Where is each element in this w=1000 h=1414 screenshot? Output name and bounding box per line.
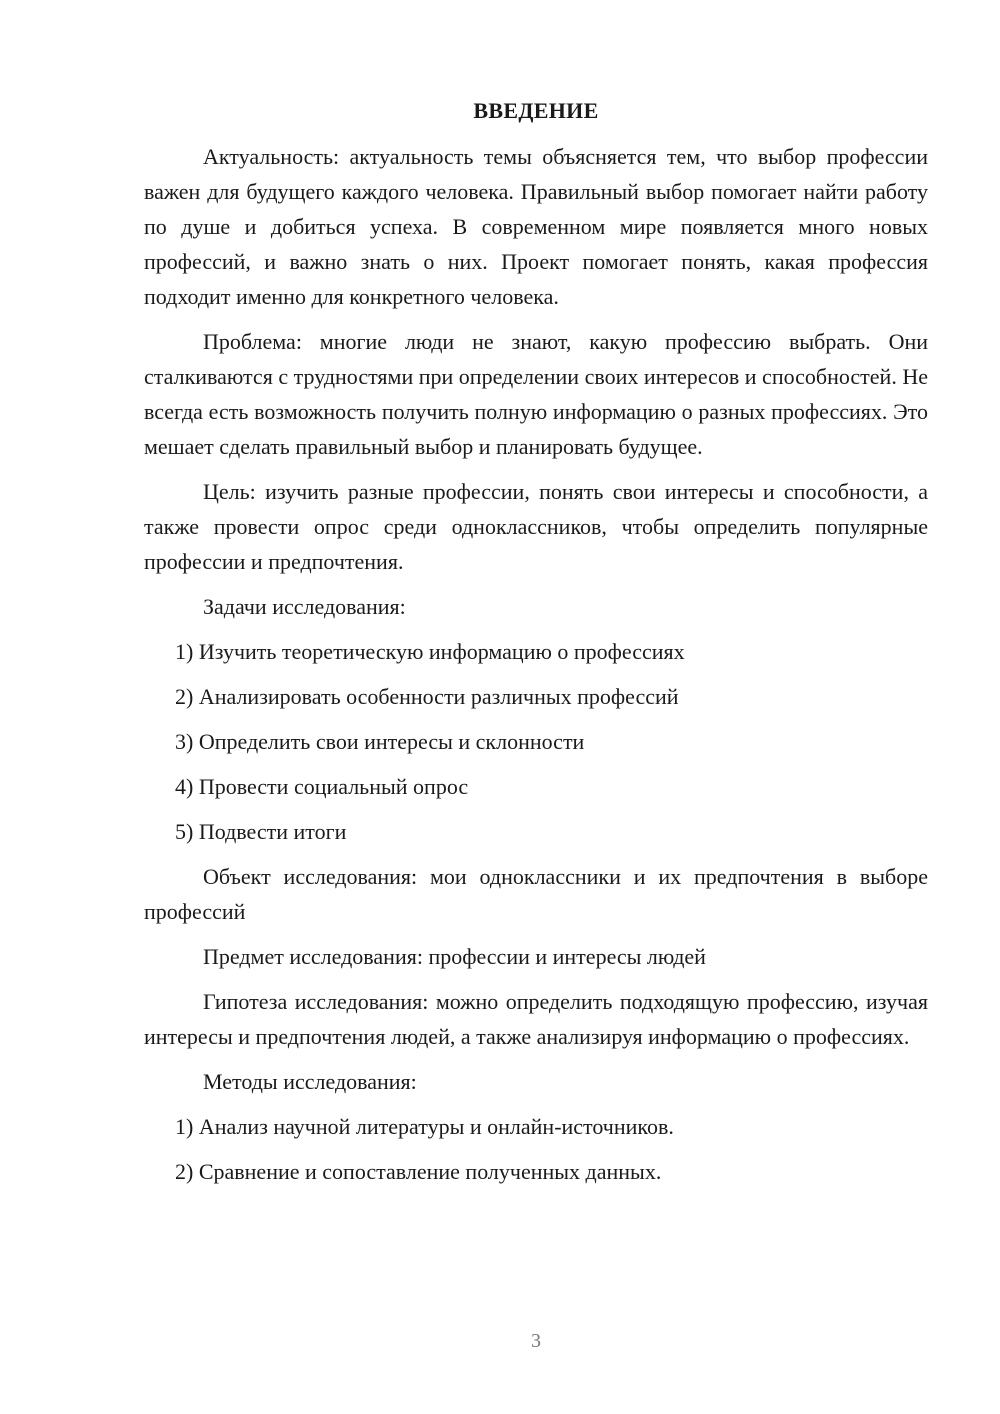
goal-paragraph: Цель: изучить разные профессии, понять свои интересы и способности, а также провести опрос среди одноклассников, чтобы определить популярные профессии и предпочтения. <box>144 479 928 574</box>
tasks-list <box>144 634 928 849</box>
methods-list <box>144 1109 928 1189</box>
section-title: ВВЕДЕНИЕ <box>473 98 599 123</box>
page-content <box>144 93 928 1199</box>
list-item: 2) Анализировать особенности различных профессий <box>175 684 679 709</box>
list-item: 3) Определить свои интересы и склонности <box>175 729 585 754</box>
hypothesis-paragraph: Гипотеза исследования: можно определить подходящую профессию, изучая интересы и предпочтения людей, а также анализируя информацию о профессиях. <box>144 989 928 1049</box>
page-number: 3 <box>531 1330 541 1352</box>
object-paragraph: Объект исследования: мои одноклассники и их предпочтения в выборе профессий <box>144 864 928 924</box>
subject-paragraph: Предмет исследования: профессии и интересы людей <box>203 944 706 969</box>
tasks-heading: Задачи исследования: <box>203 594 406 619</box>
list-item: 4) Провести социальный опрос <box>175 774 469 799</box>
methods-heading: Методы исследования: <box>203 1069 417 1094</box>
list-item: 1) Изучить теоретическую информацию о профессиях <box>175 639 685 664</box>
list-item: 5) Подвести итоги <box>175 819 347 844</box>
problem-paragraph: Проблема: многие люди не знают, какую профессию выбрать. Они сталкиваются с трудностями при определении своих интересов и способностей. Не всегда есть возможность получить полную информацию о разных профессиях. Это мешает сделать правильный выбор и планировать будущее. <box>144 329 928 459</box>
list-item: 1) Анализ научной литературы и онлайн-источников. <box>175 1114 674 1139</box>
relevance-paragraph: Актуальность: актуальность темы объясняется тем, что выбор профессии важен для будущего каждого человека. Правильный выбор помогает найти работу по душе и добиться успеха. В современном мире появляется много новых профессий, и важно знать о них. Проект помогает понять, какая профессия подходит именно для конкретного человека. <box>144 144 928 309</box>
list-item: 2) Сравнение и сопоставление полученных данных. <box>175 1159 662 1184</box>
